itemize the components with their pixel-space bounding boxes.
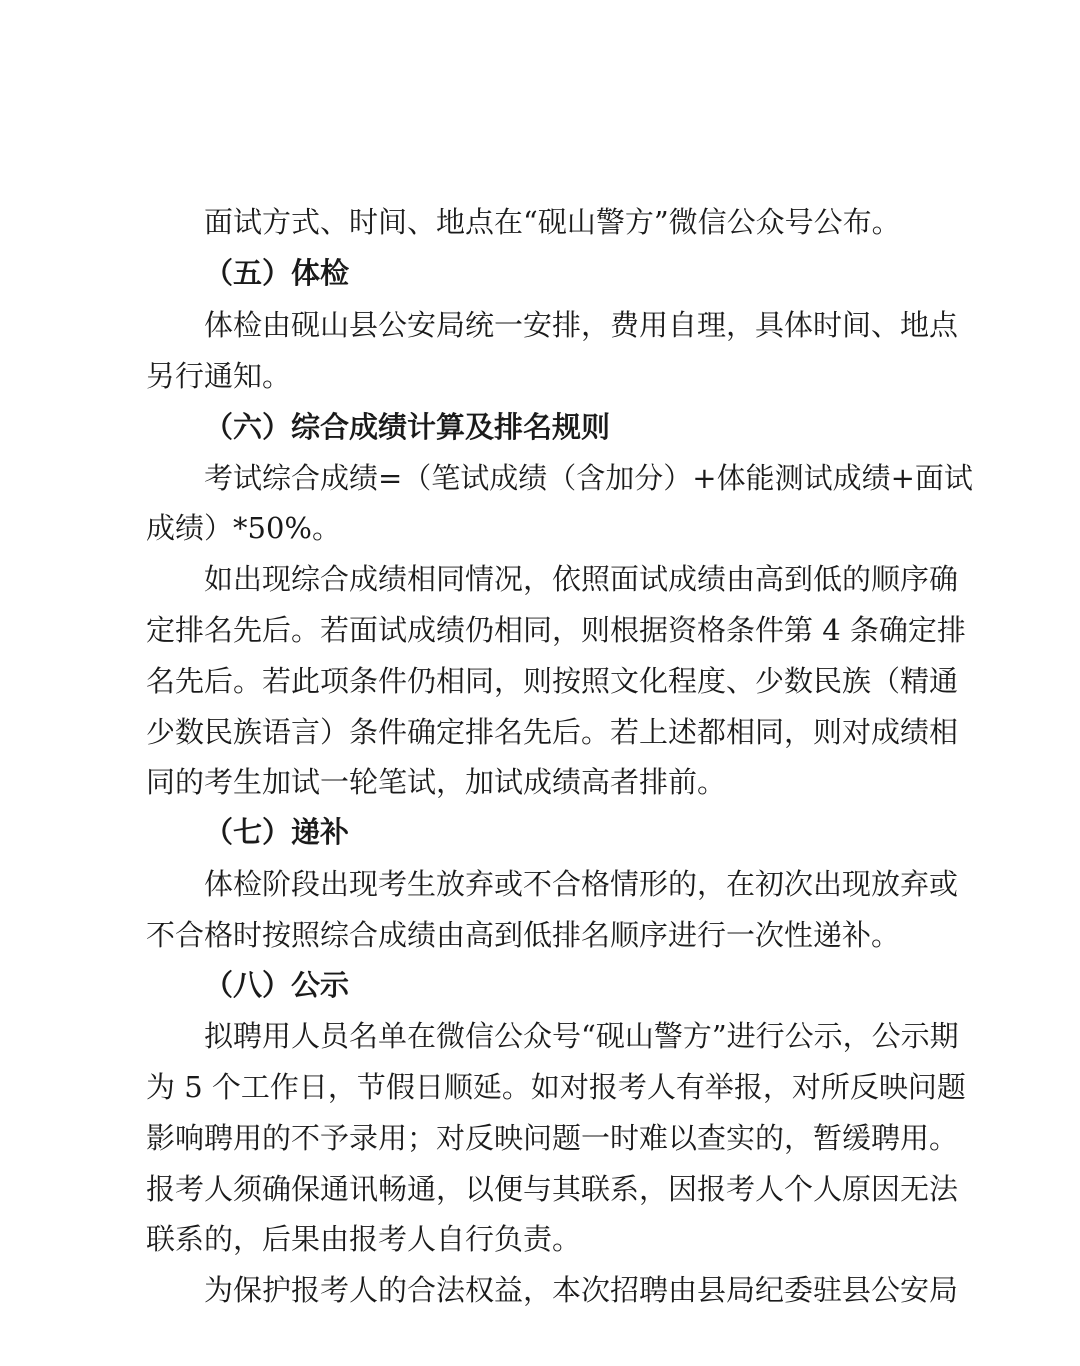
paragraph-line: 面试方式、时间、地点在“砚山警方”微信公众号公布。: [204, 205, 901, 239]
paragraph-line: 拟聘用人员名单在微信公众号“砚山警方”进行公示，公示期: [204, 1019, 959, 1053]
paragraph-line: 报考人须确保通讯畅通，以便与其联系，因报考人个人原因无法: [146, 1172, 959, 1206]
paragraph-line: 定排名先后。若面试成绩仍相同，则根据资格条件第 4 条确定排: [146, 613, 966, 647]
paragraph-line: 同的考生加试一轮笔试，加试成绩高者排前。: [146, 765, 727, 799]
paragraph-line: 如出现综合成绩相同情况，依照面试成绩由高到低的顺序确: [204, 562, 959, 596]
section-heading-substitution: （七）递补: [204, 815, 350, 849]
section-heading-physical-exam: （五）体检: [204, 256, 350, 290]
paragraph-line: 不合格时按照综合成绩由高到低排名顺序进行一次性递补。: [146, 918, 901, 952]
paragraph-line: 考试综合成绩=（笔试成绩（含加分）+体能测试成绩+面试: [204, 461, 973, 495]
paragraph-line: 体检阶段出现考生放弃或不合格情形的，在初次出现放弃或: [204, 867, 959, 901]
paragraph-line: 联系的，后果由报考人自行负责。: [146, 1222, 582, 1256]
paragraph-line: 另行通知。: [146, 359, 292, 393]
paragraph-line: 体检由砚山县公安局统一安排，费用自理，具体时间、地点: [204, 308, 959, 342]
paragraph-line: 少数民族语言）条件确定排名先后。若上述都相同，则对成绩相: [146, 715, 959, 749]
paragraph-line: 名先后。若此项条件仍相同，则按照文化程度、少数民族（精通: [146, 664, 959, 698]
paragraph-line: 影响聘用的不予录用；对反映问题一时难以查实的，暂缓聘用。: [146, 1121, 959, 1155]
paragraph-line: 为保护报考人的合法权益，本次招聘由县局纪委驻县公安局: [204, 1273, 959, 1307]
section-heading-score-ranking: （六）综合成绩计算及排名规则: [204, 410, 611, 444]
paragraph-line: 成绩）*50%。: [146, 511, 341, 545]
paragraph-line: 为 5 个工作日，节假日顺延。如对报考人有举报，对所反映问题: [146, 1070, 966, 1104]
section-heading-announcement: （八）公示: [204, 968, 350, 1002]
